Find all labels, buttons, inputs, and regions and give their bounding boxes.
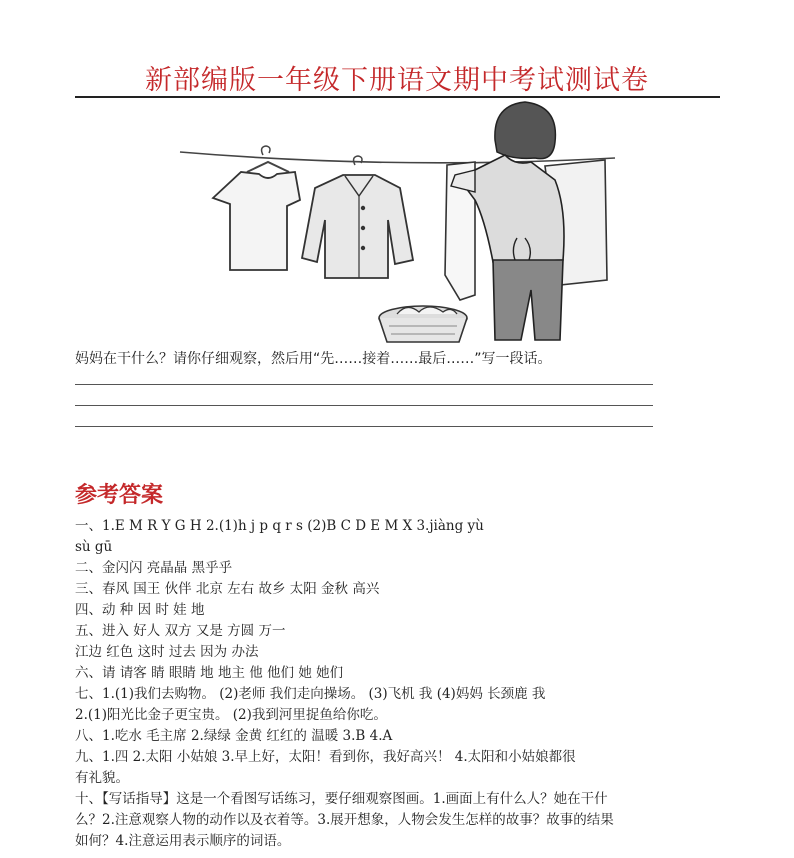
answer-line: 江边 红色 这时 过去 因为 办法 xyxy=(75,644,259,660)
answer-line: 三、春风 国王 伙伴 北京 左右 故乡 太阳 金秋 高兴 xyxy=(75,581,380,597)
answers-heading: 参考答案 xyxy=(75,483,164,508)
answer-line: 么？2.注意观察人物的动作以及衣着等。3.展开想象，人物会发生怎样的故事？故事的结果 xyxy=(75,812,614,828)
writing-line xyxy=(75,426,653,427)
answer-line: 十、【写话指导】这是一个看图写话练习，要仔细观察图画。1.画面上有什么人？她在干什 xyxy=(75,791,608,807)
answer-line: 2.(1)阳光比金子更宝贵。 (2)我到河里捉鱼给你吃。 xyxy=(75,707,387,723)
answer-line: 七、1.(1)我们去购物。 (2)老师 我们走向操场。 (3)飞机 我 (4)妈妈 长颈鹿 我 xyxy=(75,686,546,702)
answer-line: 有礼貌。 xyxy=(75,770,129,786)
answer-line: 如何？4.注意运用表示顺序的词语。 xyxy=(75,833,291,849)
answer-line: 五、进入 好人 双方 又是 方圆 万一 xyxy=(75,623,286,639)
answer-line: sù gū xyxy=(75,539,113,555)
writing-line xyxy=(75,405,653,406)
answer-line: 九、1.四 2.太阳 小姑娘 3.早上好，太阳！看到你，我好高兴！ 4.太阳和小姑娘都很 xyxy=(75,749,576,765)
answer-line: 四、动 种 因 时 娃 地 xyxy=(75,602,205,618)
answer-line: 二、金闪闪 亮晶晶 黑乎乎 xyxy=(75,560,233,576)
writing-prompt: 妈妈在干什么？请你仔细观察，然后用“先……接着……最后……”写一段话。 xyxy=(75,351,552,367)
answer-line: 一、1.E M R Y G H 2.(1)h j p q r s (2)B C D E M X 3.jiàng yù xyxy=(75,518,484,534)
answer-line: 八、1.吃水 毛主席 2.绿绿 金黄 红红的 温暖 3.B 4.A xyxy=(75,728,393,744)
laundry-illustration xyxy=(175,100,620,345)
answer-line: 六、请 请客 睛 眼睛 地 地主 他 他们 她 她们 xyxy=(75,665,344,681)
page-title: 新部编版一年级下册语文期中考试测试卷 xyxy=(145,65,649,96)
title-divider xyxy=(75,96,720,98)
writing-line xyxy=(75,384,653,385)
